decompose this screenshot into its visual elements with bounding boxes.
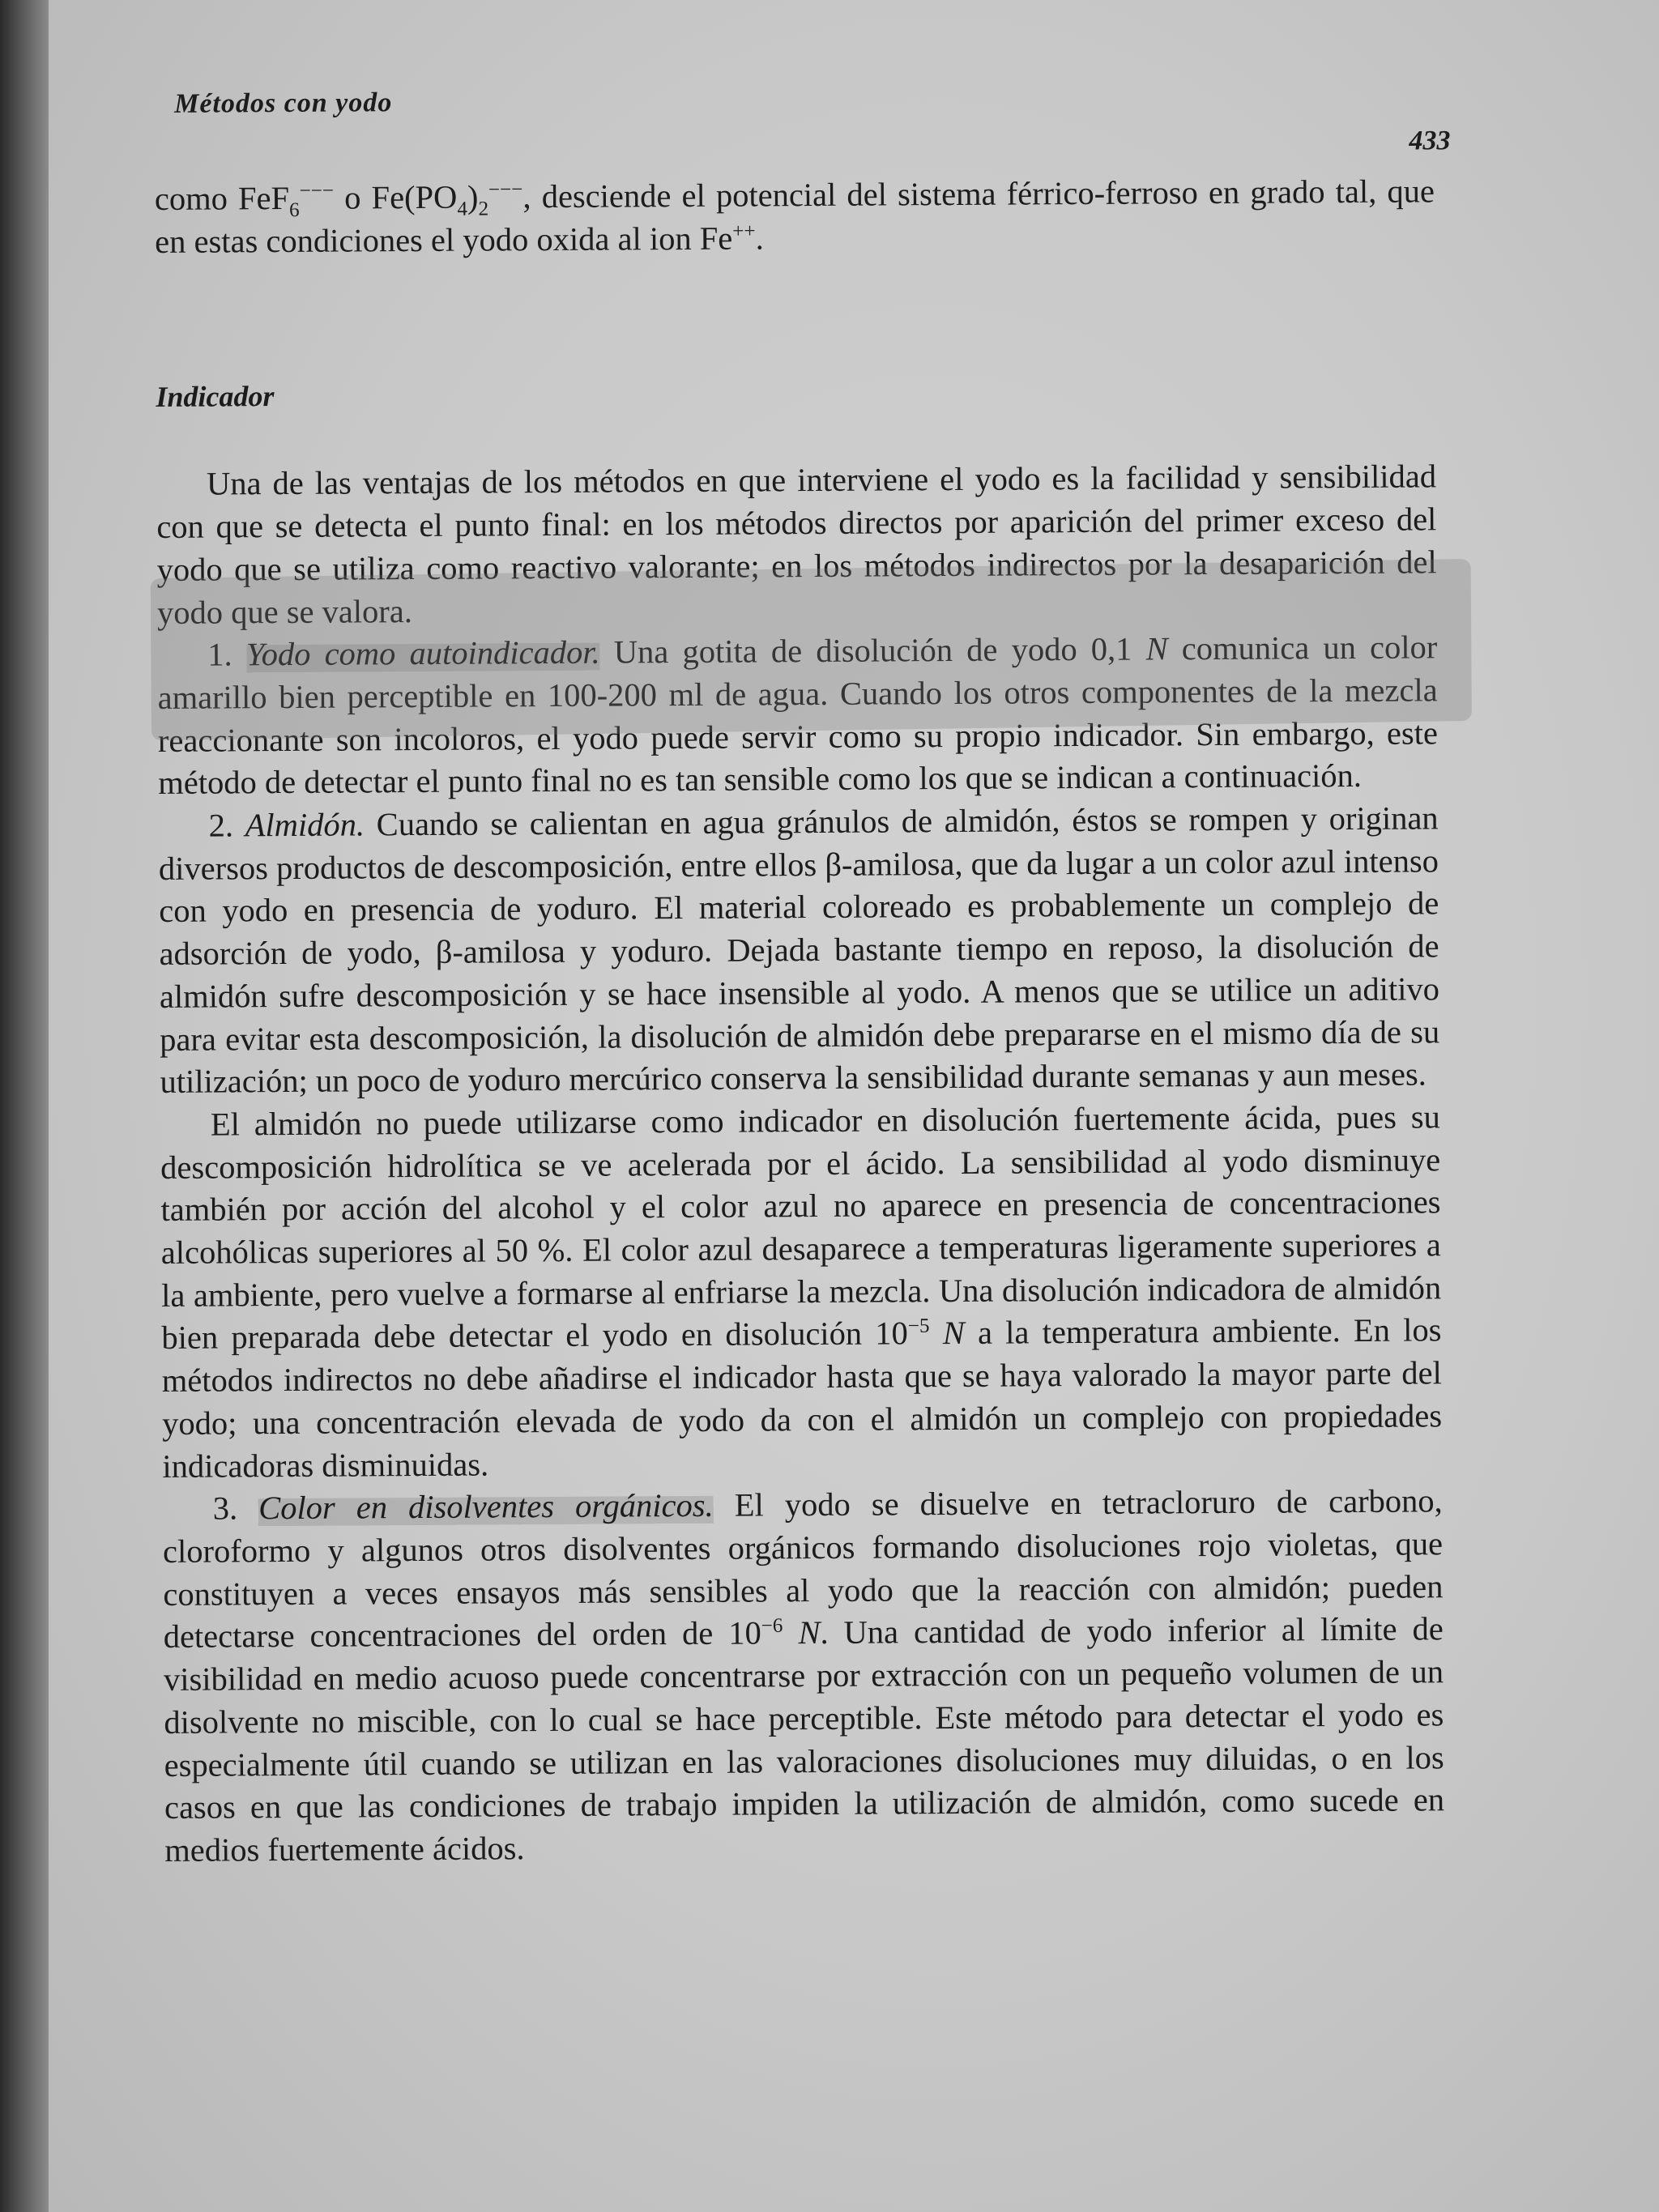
item-almidon: 2. Almidón. Cuando se calientan en agua gránulos de almidón, éstos se rompen y originan diversos productos de descomposición, entre ellos β-amilosa, que da lugar a un color azul intenso con yodo en presencia de yoduro. El material coloreado es probablemente un complejo de adsorción de yodo, β-amilosa y yoduro. Dejada bastante tiempo en reposo, la disolución de almidón sufre descomposición y se hace insensible al yodo. A menos que se utilice un aditivo para evitar esta descomposición, la disolución de almidón debe prepararse en el mismo día de su utilización; un poco de yoduro mercúrico conserva la sensibilidad durante semanas y aun meses. [158, 799, 1440, 1101]
text-block [154, 73, 1451, 1869]
intro-paragraph: como FeF$_6$−−− o $Fe(PO_4)_2^{---}$, desciende el potencial del sistema férrico-ferroso en grado tal, que en estas condiciones el yodo oxida al ion Fe++. [154, 173, 1435, 260]
paragraph-intro-indicator: Una de las ventajas de los métodos en que interviene el yodo es la facilidad y sensibilidad con que se detecta el punto final: en los métodos directos por aparición del primer exceso del yodo que se utiliza como reactivo valorante; en los métodos indirectos por la desaparición del yodo que se valora. [156, 458, 1437, 631]
page-number: 433 [1409, 126, 1451, 156]
marker-highlight [151, 559, 1472, 740]
page-content [155, 170, 1445, 1872]
item-title: Color en disolventes orgánicos. [258, 1487, 714, 1527]
section-title: Indicador [156, 380, 275, 414]
running-title: Métodos con yodo [174, 87, 393, 119]
book-page [49, 0, 1659, 2212]
item-title: Almidón. [245, 806, 365, 844]
item-organic-solvents: 3. Color en disolventes orgánicos. El yodo se disuelve en tetracloruro de carbono, cloroformo y algunos otros disolventes orgánicos formando disoluciones rojo violetas, que constituyen a veces ensayos más sensibles al yodo que la reacción con almidón; pueden detectarse concentraciones del orden de $10^{-6}$ N. Una cantidad de yodo inferior al límite de visibilidad en medio acuoso puede concentrarse por extracción con un pequeño volumen de un disolvente no miscible, con lo cual se hace perceptible. Este método para detectar el yodo es especialmente útil cuando se utilizan en las valoraciones disoluciones muy diluidas, o en los casos en que las condiciones de trabajo impiden la utilización de almidón, como sucede en medios fuertemente ácidos. [162, 1482, 1445, 1869]
book-spine-shadow [0, 0, 49, 2212]
paragraph-almidon-acid: El almidón no puede utilizarse como indicador en disolución fuertemente ácida, pues su descomposición hidrolítica se ve acelerada por el ácido. La sensibilidad al yodo disminuye también por acción del alcohol y el color azul no aparece en presencia de concentraciones alcohólicas superiores al 50 %. El color azul desaparece a temperaturas ligeramente superiores a la ambiente, pero vuelve a formarse al enfriarse la mezcla. Una disolución indicadora de almidón bien preparada debe detectar el yodo en disolución $10^{-5}$ N a la temperatura ambiente. En los métodos indirectos no debe añadirse el indicador hasta que se haya valorado la mayor parte del yodo; una concentración elevada de yodo da con el almidón un complejo con propiedades indicadoras disminuidas. [160, 1098, 1443, 1485]
item-autoindicator: 1. Yodo como autoindicador. Una gotita de disolución de yodo 0,1 N comunica un color amarillo bien perceptible en 100-200 ml de agua. Cuando los otros componentes de la mezcla reaccionante son incoloros, el yodo puede servir como su propio indicador. Sin embargo, este método de detectar el punto final no es tan sensible como los que se indican a continuación. [157, 629, 1439, 802]
item-title: Yodo como autoindicador. [245, 633, 600, 673]
